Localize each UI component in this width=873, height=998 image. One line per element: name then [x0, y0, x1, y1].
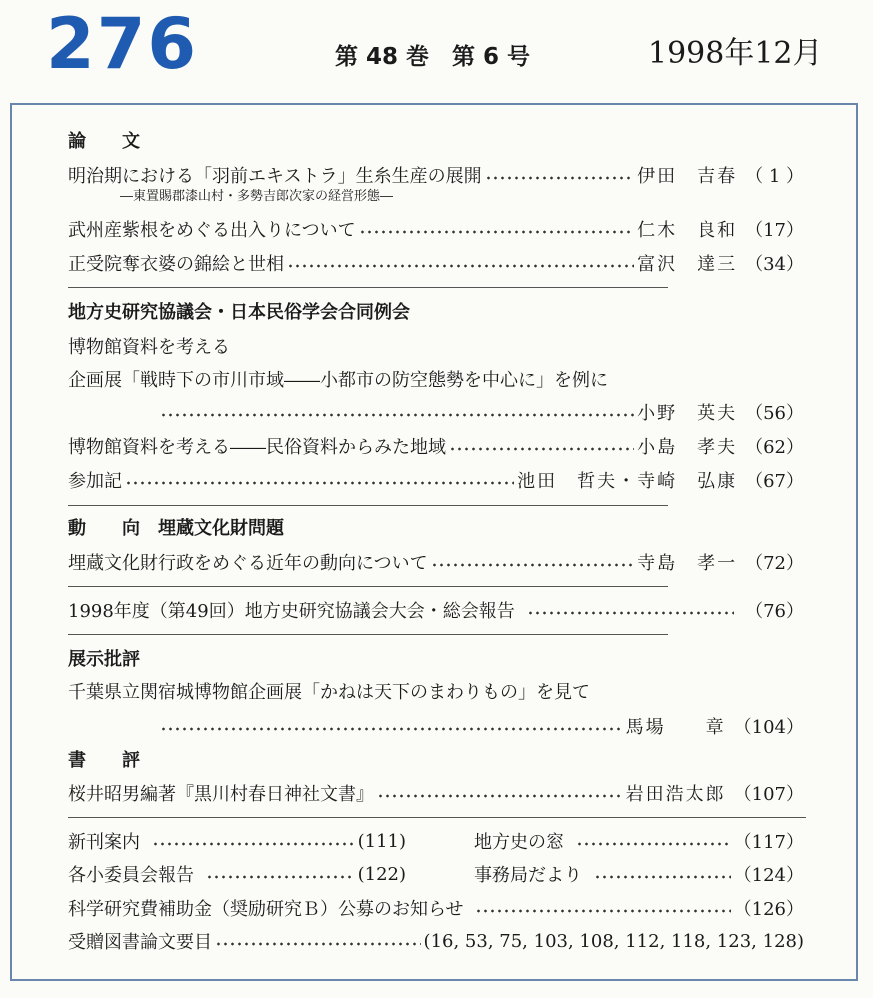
entry-title: 明治期における「羽前エキストラ」生糸生産の展開	[68, 166, 482, 187]
leader-dots	[160, 727, 623, 731]
leader-dots	[215, 942, 421, 946]
toc-entry[interactable]	[68, 431, 804, 461]
issue-number: 276	[46, 3, 199, 85]
entry-author: 寺島 孝一	[637, 553, 738, 574]
entry-title: 各小委員会報告	[68, 865, 194, 886]
entry-page: （126）	[733, 899, 804, 920]
entry-title: 武州産紫根をめぐる出入りについて	[68, 220, 356, 241]
entry-title: 新刊案内	[68, 832, 140, 853]
section-heading-ronbun: 論 文	[68, 131, 140, 152]
leader-dots	[485, 176, 634, 180]
section-heading-doukou: 動 向 埋蔵文化財問題	[68, 518, 284, 539]
leader-dots	[594, 875, 731, 879]
leader-dots	[359, 230, 634, 234]
entry-title: 事務局だより	[474, 865, 582, 886]
entry-title: 1998年度（第49回）地方史研究協議会大会・総会報告	[68, 601, 515, 622]
entry-page: (16, 53, 75, 103, 108, 112, 118, 123, 128)	[423, 930, 804, 952]
entry-title: 参加記	[68, 471, 122, 492]
entry-title: 科学研究費補助金（奨励研究Ｂ）公募のお知らせ	[68, 899, 464, 920]
leader-dots	[152, 842, 355, 846]
entry-author: 馬場 章	[625, 717, 726, 738]
entry-author: 伊田 吉春	[637, 166, 738, 187]
issue-date: 1998年12月	[648, 36, 823, 71]
section-divider	[68, 505, 668, 506]
toc-entry[interactable]	[474, 826, 804, 856]
toc-entry[interactable]	[160, 397, 804, 427]
entry-page: （56）	[745, 403, 804, 424]
entry-page: （76）	[745, 601, 804, 622]
entry-page: （17）	[745, 220, 804, 241]
entry-author: 岩田浩太郎	[625, 784, 726, 805]
toc-entry[interactable]	[474, 859, 804, 889]
entry-page: （72）	[745, 553, 804, 574]
entry-author: 富沢 達三	[637, 254, 738, 275]
entry-author: 仁木 良和	[637, 220, 738, 241]
section-heading-tenji: 展示批評	[68, 649, 140, 670]
entry-title: 地方史の窓	[474, 832, 564, 853]
leader-dots	[576, 842, 731, 846]
leader-dots	[160, 413, 634, 417]
entry-page: （117）	[733, 832, 804, 853]
entry-page: （67）	[745, 471, 804, 492]
section-heading-shohyo: 書 評	[68, 750, 140, 771]
entry-title: 正受院奪衣婆の錦絵と世相	[68, 254, 284, 275]
section-heading-joint: 地方史研究協議会・日本民俗学会合同例会	[68, 302, 410, 323]
toc-entry[interactable]	[68, 595, 804, 625]
leader-dots	[475, 909, 730, 913]
leader-dots	[449, 447, 634, 451]
section-divider	[68, 634, 668, 635]
leader-dots	[377, 794, 623, 798]
toc-entry[interactable]	[68, 214, 804, 244]
entry-title: 埋蔵文化財行政をめぐる近年の動向について	[68, 553, 428, 574]
leader-dots	[527, 611, 734, 615]
section-divider	[68, 817, 806, 818]
entry-author: 小野 英夫	[637, 403, 738, 424]
leader-dots	[431, 563, 634, 567]
toc-entry[interactable]	[160, 711, 804, 741]
toc-entry[interactable]	[68, 160, 804, 190]
entry-page: （62）	[745, 437, 804, 458]
section-theme: 博物館資料を考える	[68, 337, 230, 358]
entry-page: （107）	[733, 784, 804, 805]
leader-dots	[125, 481, 514, 485]
entry-title[interactable]: 千葉県立関宿城博物館企画展「かねは天下のまわりもの」を見て	[68, 682, 590, 703]
toc-entry[interactable]	[68, 778, 804, 808]
entry-title[interactable]: 企画展「戦時下の市川市域――小都市の防空態勢を中心に」を例に	[68, 370, 608, 391]
entry-page: (122)	[357, 863, 406, 885]
entry-title: 桜井昭男編著『黒川村春日神社文書』	[68, 784, 374, 805]
toc-entry[interactable]	[68, 893, 804, 923]
toc-entry[interactable]	[68, 926, 804, 956]
entry-subtitle: ―東置賜郡漆山村・多勢吉郎次家の経営形態―	[120, 189, 394, 204]
leader-dots	[287, 264, 634, 268]
toc-entry[interactable]	[68, 465, 804, 495]
volume-label: 第 48 巻 第 6 号	[335, 44, 531, 70]
entry-page: （104）	[733, 717, 804, 738]
toc-entry[interactable]	[68, 826, 406, 856]
leader-dots	[206, 875, 355, 879]
entry-author: 池田 哲夫・寺崎 弘康	[517, 471, 738, 492]
entry-title: 博物館資料を考える――民俗資料からみた地域	[68, 437, 446, 458]
entry-title: 受贈図書論文要目	[68, 932, 212, 953]
entry-page: (111)	[357, 830, 406, 852]
toc-entry[interactable]	[68, 547, 804, 577]
toc-entry[interactable]	[68, 859, 406, 889]
section-divider	[68, 287, 668, 288]
entry-page: （34）	[745, 254, 804, 275]
entry-page: （124）	[733, 865, 804, 886]
toc-entry[interactable]	[68, 248, 804, 278]
entry-page: （ 1 ）	[745, 166, 804, 187]
section-divider	[68, 586, 668, 587]
entry-author: 小島 孝夫	[637, 437, 738, 458]
